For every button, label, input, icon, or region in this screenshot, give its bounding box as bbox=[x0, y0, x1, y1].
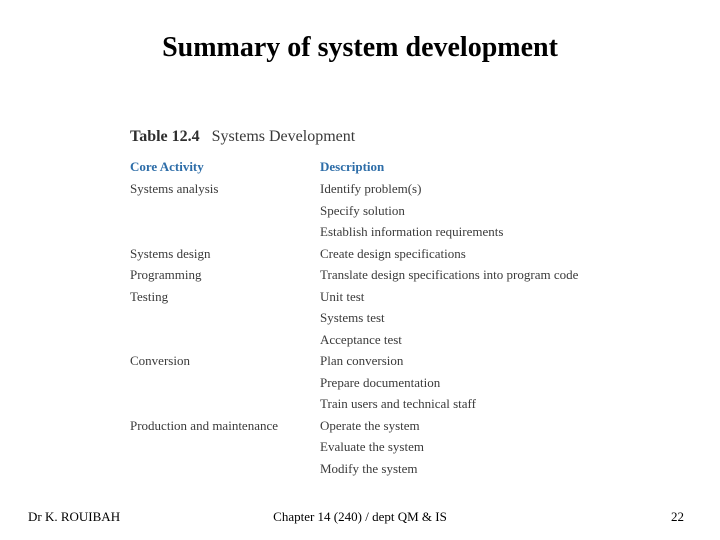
row-activity: Production and maintenance bbox=[130, 417, 279, 433]
table-caption bbox=[130, 126, 610, 148]
row-activity bbox=[130, 436, 320, 458]
row-description: Modify the system bbox=[320, 460, 418, 476]
systems-development-table bbox=[130, 156, 610, 479]
row-description: Systems test bbox=[320, 310, 385, 325]
row-activity: Testing bbox=[130, 288, 169, 304]
table-row bbox=[130, 178, 610, 200]
slide-title: Summary of system development bbox=[162, 32, 558, 63]
table-row bbox=[130, 307, 610, 329]
table-row bbox=[130, 200, 610, 222]
table-row bbox=[130, 286, 610, 308]
row-description: Train users and technical staff bbox=[320, 396, 476, 411]
row-description: Identify problem(s) bbox=[320, 181, 422, 196]
table-row bbox=[130, 458, 610, 480]
table-header-row bbox=[130, 156, 610, 178]
systems-development-table-block bbox=[130, 126, 610, 479]
row-activity bbox=[130, 393, 320, 415]
row-activity bbox=[130, 329, 320, 351]
row-activity: Systems analysis bbox=[130, 181, 219, 196]
table-caption-number: Table 12.4 bbox=[130, 128, 200, 145]
row-description: Operate the system bbox=[320, 417, 420, 433]
table-row bbox=[130, 372, 610, 394]
row-activity: Conversion bbox=[130, 353, 190, 368]
header-core-activity: Core Activity bbox=[130, 159, 204, 174]
row-activity bbox=[130, 221, 320, 243]
table-row bbox=[130, 221, 610, 243]
table-row bbox=[130, 329, 610, 351]
row-activity bbox=[130, 200, 320, 222]
row-description: Plan conversion bbox=[320, 353, 404, 368]
footer-page-number: 22 bbox=[671, 509, 684, 524]
table-row bbox=[130, 264, 610, 286]
row-description: Specify solution bbox=[320, 202, 405, 218]
row-description: Acceptance test bbox=[320, 331, 402, 347]
table-caption-text: Systems Development bbox=[211, 128, 356, 145]
row-description: Prepare documentation bbox=[320, 374, 441, 390]
row-description: Establish information requirements bbox=[320, 224, 504, 239]
table-row bbox=[130, 436, 610, 458]
row-description: Evaluate the system bbox=[320, 439, 424, 454]
row-activity bbox=[130, 372, 320, 394]
row-activity: Programming bbox=[130, 267, 202, 282]
row-activity: Systems design bbox=[130, 245, 211, 261]
header-description: Description bbox=[320, 159, 385, 174]
table-row bbox=[130, 415, 610, 437]
row-activity bbox=[130, 458, 320, 480]
row-description: Translate design specifications into program code bbox=[320, 267, 579, 282]
row-description: Unit test bbox=[320, 288, 365, 304]
row-description: Create design specifications bbox=[320, 245, 466, 261]
table-row bbox=[130, 350, 610, 372]
footer-chapter: Chapter 14 (240) / dept QM & IS bbox=[273, 509, 447, 524]
table-row bbox=[130, 243, 610, 265]
table-row bbox=[130, 393, 610, 415]
footer-author: Dr K. ROUIBAH bbox=[28, 509, 121, 524]
row-activity bbox=[130, 307, 320, 329]
